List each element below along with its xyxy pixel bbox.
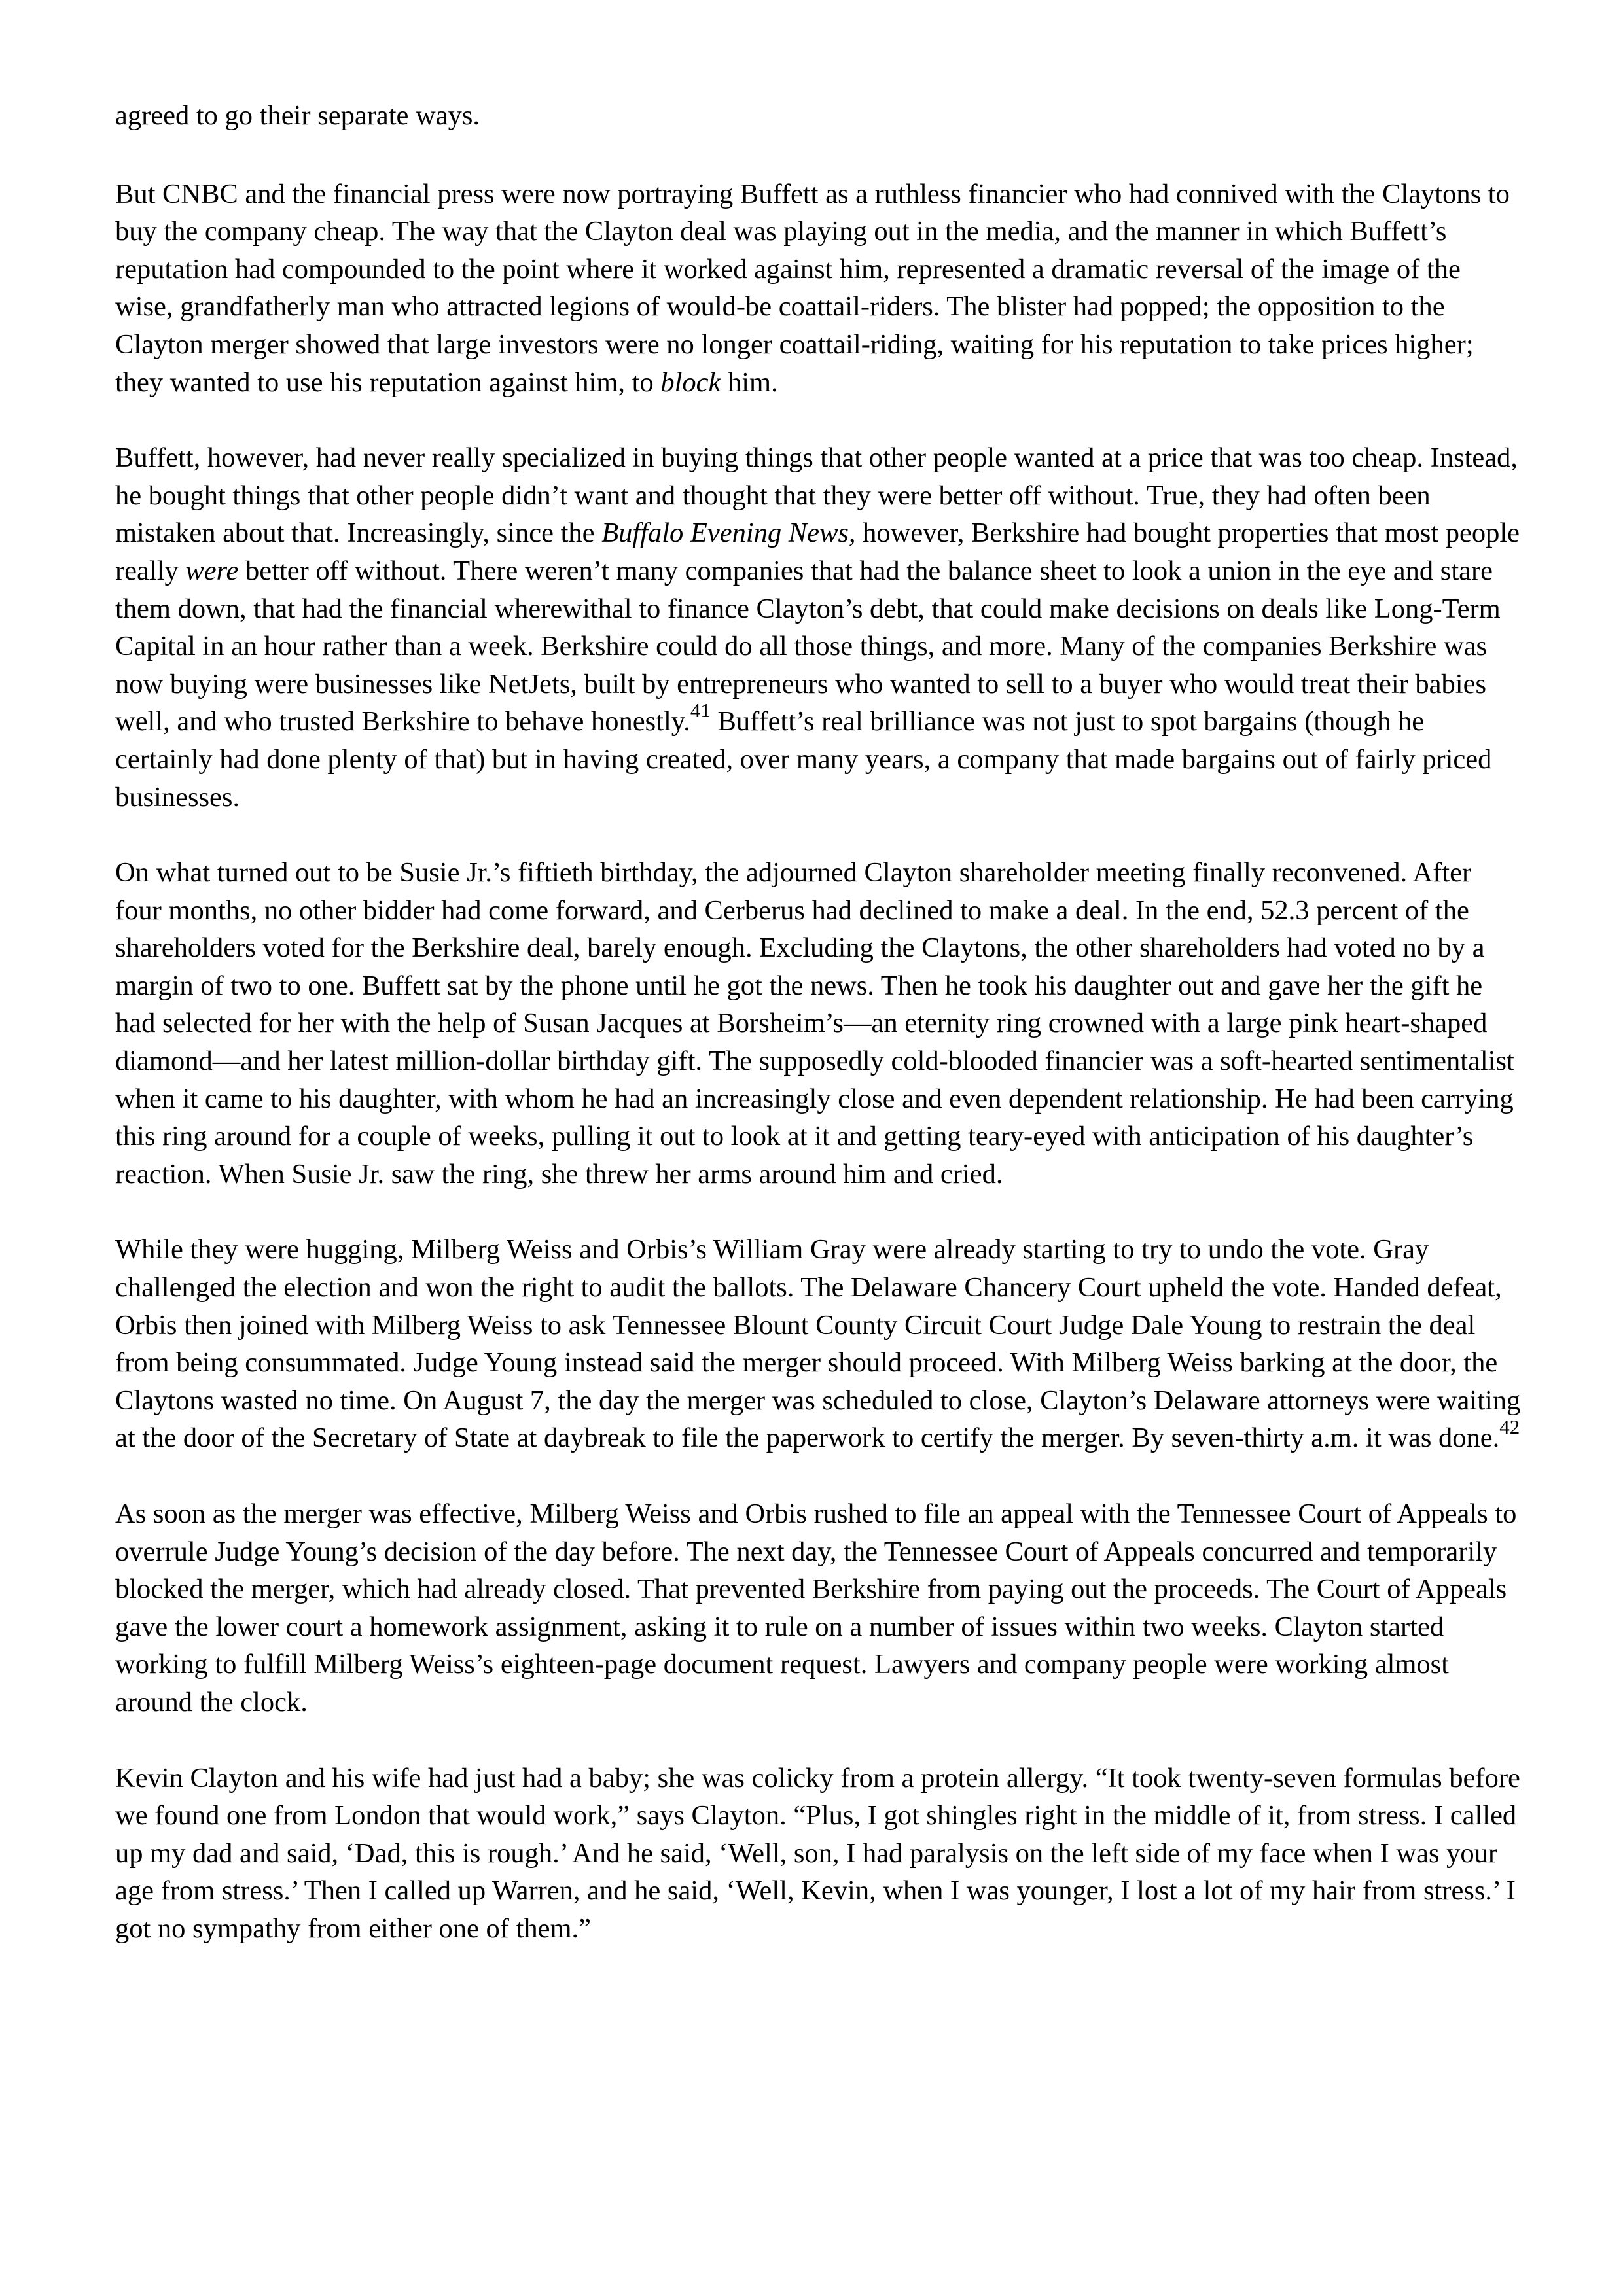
paragraph-3	[115, 439, 1522, 816]
paragraph-4	[115, 854, 1522, 1193]
paragraph-text: Kevin Clayton and his wife had just had a baby; she was colicky from a protein allergy. “It took twenty-seven formulas before we found one from London that would work,” says Clayton. “Plus, I got shingles right in the middle of it, from stress. I called up my dad and said, ‘Dad, this is rough.’ And he said, ‘Well, son, I had paralysis on the left side of my face when I was your age from stress.’ Then I called up Warren, and he said, ‘Well, Kevin, when I was younger, I lost a lot of my hair from stress.’ I got no sympathy from either one of them.”	[115, 1762, 1520, 1944]
italic-emphasis: were	[185, 555, 239, 586]
paragraph-text: While they were hugging, Milberg Weiss and Orbis’s William Gray were already starting to try to undo the vote. Gray challenged the election and won the right to audit the ballots. The Delaware Chancery Court upheld the vote. Handed defeat, Orbis then joined with Milberg Weiss to ask Tennessee Blount County Circuit Court Judge Dale Young to restrain the deal from being consummated. Judge Young instead said the merger should proceed. With Milberg Weiss barking at the door, the Claytons wasted no time. On August 7, the day the merger was scheduled to close, Clayton’s Delaware attorneys were waiting at the door of the Secretary of State at daybreak to file the paperwork to certify the merger. By seven-thirty a.m. it was done.	[115, 1234, 1521, 1454]
paragraph-text: agreed to go their separate ways.	[115, 100, 480, 131]
paragraph-text: Buffett, however, had never really specialized in buying things that other people wanted at a price that was too cheap. Instead, he bought things that other people didn’t want and thought that they were better off without. True, they had often been mistaken about that. Increasingly, since the	[115, 442, 1518, 549]
paragraph-6	[115, 1495, 1522, 1722]
paragraph-text: On what turned out to be Susie Jr.’s fiftieth birthday, the adjourned Clayton shareholder meeting finally reconvened. After four months, no other bidder had come forward, and Cerberus had declined to make a deal. In the end, 52.3 percent of the shareholders voted for the Berkshire deal, barely enough. Excluding the Claytons, the other shareholders had voted no by a margin of two to one. Buffett sat by the phone until he got the news. Then he took his daughter out and gave her the gift he had selected for her with the help of Susan Jacques at Borsheim’s—an eternity ring crowned with a large pink heart-shaped diamond—and her latest million-dollar birthday gift. The supposedly cold-blooded financier was a soft-hearted sentimentalist when it came to his daughter, with whom he had an increasingly close and even dependent relationship. He had been carrying this ring around for a couple of weeks, pulling it out to look at it and getting teary-eyed with anticipation of his daughter’s reaction. When Susie Jr. saw the ring, she threw her arms around him and cried.	[115, 857, 1514, 1190]
paragraph-1	[115, 97, 1522, 135]
footnote-marker[interactable]: 41	[690, 699, 711, 722]
document-page	[115, 97, 1522, 1986]
paragraph-text: better off without. There weren’t many companies that had the balance sheet to look a union in the eye and stare them down, that had the financial wherewithal to finance Clayton’s debt, that could make decisions on deals like Long-Term Capital in an hour rather than a week. Berkshire could do all those things, and more. Many of the companies Berkshire was now buying were businesses like NetJets, built by entrepreneurs who wanted to sell to a buyer who would treat their babies well, and who trusted Berkshire to behave honestly.	[115, 555, 1501, 737]
paragraph-text: But CNBC and the financial press were now portraying Buffett as a ruthless financier who had connived with the Claytons to buy the company cheap. The way that the Clayton deal was playing out in the media, and the manner in which Buffett’s reputation had compounded to the point where it worked against him, represented a dramatic reversal of the image of the wise, grandfatherly man who attracted legions of would-be coattail-riders. The blister had popped; the opposition to the Clayton merger showed that large investors were no longer coattail-riding, waiting for his reputation to take prices higher; they wanted to use his reputation against him, to	[115, 178, 1510, 398]
paragraph-7	[115, 1759, 1522, 1948]
italic-emphasis: block	[660, 366, 721, 398]
paragraph-2	[115, 175, 1522, 402]
italic-publication-title: Buffalo Evening News,	[601, 518, 856, 549]
paragraph-text: him.	[721, 366, 778, 398]
paragraph-text: Buffett’s real brilliance was not just to spot bargains (though he certainly had done plenty of that) but in having created, over many years, a company that made bargains out of fairly priced businesses.	[115, 706, 1492, 813]
footnote-marker[interactable]: 42	[1499, 1415, 1520, 1439]
paragraph-5	[115, 1231, 1522, 1457]
paragraph-text: however, Berkshire had bought properties that most people really	[115, 518, 1520, 586]
paragraph-text: As soon as the merger was effective, Milberg Weiss and Orbis rushed to file an appeal with the Tennessee Court of Appeals to overrule Judge Young’s decision of the day before. The next day, the Tennessee Court of Appeals concurred and temporarily blocked the merger, which had already closed. That prevented Berkshire from paying out the proceeds. The Court of Appeals gave the lower court a homework assignment, asking it to rule on a number of issues within two weeks. Clayton started working to fulfill Milberg Weiss’s eighteen-page document request. Lawyers and company people were working almost around the clock.	[115, 1498, 1517, 1718]
